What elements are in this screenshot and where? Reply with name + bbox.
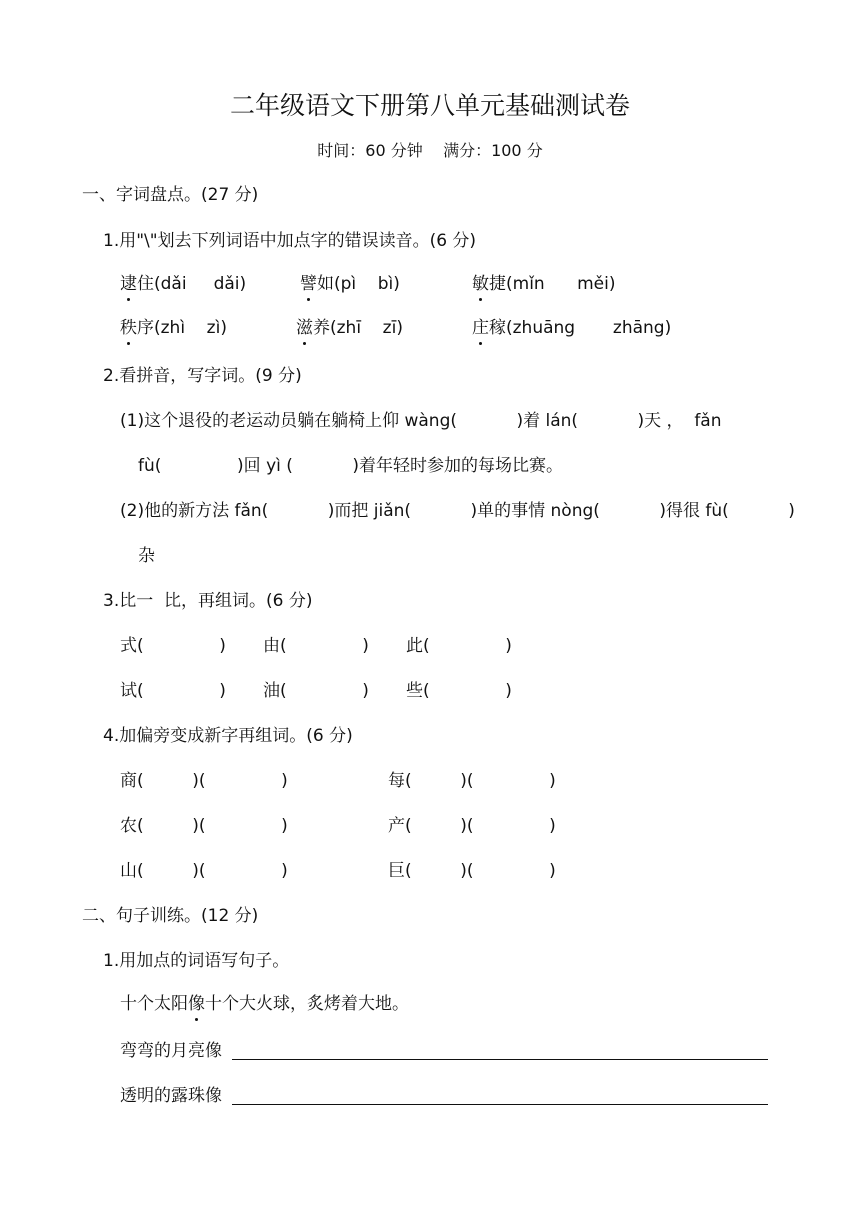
q1-item-2: 譬如(pì bì) [300, 274, 400, 294]
q1-title: 1.用"\"划去下列词语中加点字的错误读音。(6 分) [103, 231, 477, 251]
exam-meta: 时间：60 分钟 满分：100 分 [317, 141, 543, 160]
q4-cell: 产( )( ) [388, 816, 556, 836]
q4-title: 4.加偏旁变成新字再组词。(6 分) [103, 726, 353, 746]
dotted-char: 庄 [472, 318, 489, 338]
q1-item-4: 秩序(zhì zì) [120, 318, 227, 338]
q3-cell: 此( ) [406, 636, 512, 656]
answer-line-1[interactable] [232, 1059, 768, 1060]
q3-cell: 由( ) [263, 636, 369, 656]
sentence-prompt-2: 透明的露珠像 [120, 1086, 222, 1106]
dotted-char: 像 [188, 994, 205, 1014]
q3-title: 3.比一 比，再组词。(6 分) [103, 591, 313, 611]
sentence-prompt-1: 弯弯的月亮像 [120, 1041, 222, 1061]
q3-cell: 试( ) [120, 681, 226, 701]
q3-cell: 式( ) [120, 636, 226, 656]
dotted-char: 譬 [300, 274, 317, 294]
q4-cell: 每( )( ) [388, 771, 556, 791]
example-sentence: 十个太阳像十个大火球，炙烤着大地。 [120, 994, 409, 1014]
q2-title: 2.看拼音，写字词。(9 分) [103, 366, 302, 386]
q3-cell: 油( ) [263, 681, 369, 701]
q1-item-3: 敏捷(mǐn měi) [472, 274, 616, 294]
section-2-heading: 二、句子训练。(12 分) [82, 906, 259, 926]
dotted-char: 敏 [472, 274, 489, 294]
q4-cell: 农( )( ) [120, 816, 288, 836]
q3-cell: 些( ) [406, 681, 512, 701]
dotted-char: 秩 [120, 318, 137, 338]
dotted-char: 逮 [120, 274, 137, 294]
dotted-char: 滋 [296, 318, 313, 338]
q4-cell: 山( )( ) [120, 861, 288, 881]
answer-line-2[interactable] [232, 1104, 768, 1105]
section-1-heading: 一、字词盘点。(27 分) [82, 185, 259, 205]
q2-line-3: (2)他的新方法 fǎn( )而把 jiǎn( )单的事情 nòng( )得很 fù( ) [120, 501, 795, 521]
q1-item-1: 逮住(dǎi dǎi) [120, 274, 247, 294]
q2-line-4: 杂 [138, 546, 155, 566]
q1-item-5: 滋养(zhī zī) [296, 318, 403, 338]
q2-line-1: (1)这个退役的老运动员躺在躺椅上仰 wàng( )着 lán( )天 ， fǎn [120, 411, 722, 431]
page-title: 二年级语文下册第八单元基础测试卷 [229, 91, 630, 120]
q1-item-6: 庄稼(zhuāng zhāng) [472, 318, 672, 338]
s2-q1-title: 1.用加点的词语写句子。 [103, 951, 290, 971]
q2-line-2: fù( )回 yì ( )着年轻时参加的每场比赛。 [138, 456, 563, 476]
q4-cell: 巨( )( ) [388, 861, 556, 881]
q4-cell: 商( )( ) [120, 771, 288, 791]
